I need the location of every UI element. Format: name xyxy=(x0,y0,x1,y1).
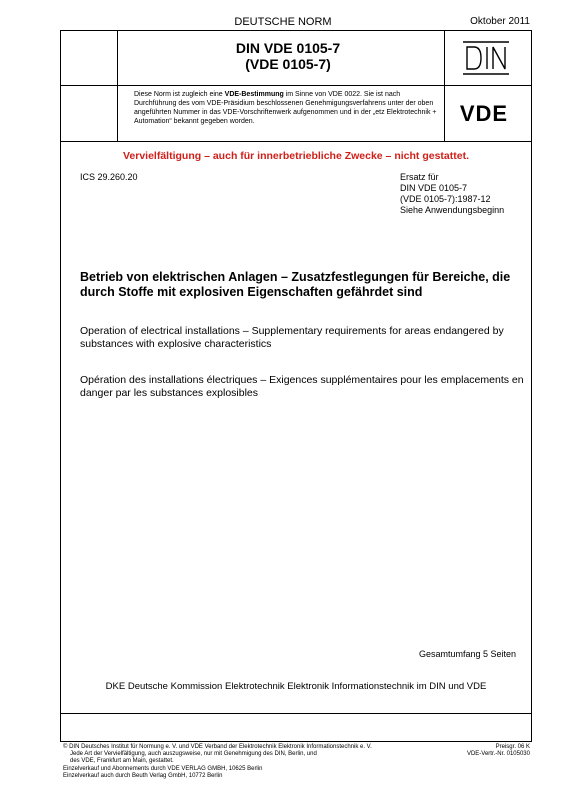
replacement-line: DIN VDE 0105-7 xyxy=(400,183,468,193)
frame-divider-header xyxy=(60,141,532,142)
footer-sales-1: Einzelverkauf und Abonnements durch VDE VERLAG GMBH, 10625 Berlin xyxy=(63,765,263,772)
ics-code: ICS 29.260.20 xyxy=(80,172,138,182)
replacement-info xyxy=(400,172,504,216)
standard-title xyxy=(130,40,446,72)
price-group: Preisgr. 06 K xyxy=(495,744,530,750)
title-french: Opération des installations électriques – Exigences supplémentaires pour les emplacements en danger par les substances explosibles xyxy=(80,374,524,399)
notice-text-1: Diese Norm ist zugleich eine xyxy=(134,91,225,98)
publication-date: Oktober 2011 xyxy=(470,16,530,27)
replacement-line: Siehe Anwendungsbeginn xyxy=(400,205,505,215)
vde-logo xyxy=(448,101,520,125)
replacement-line: Ersatz für xyxy=(400,172,439,182)
frame-divider-dke xyxy=(60,713,532,714)
footer-legal xyxy=(63,744,433,780)
vde-order-number: VDE-Vertr.-Nr. 0105030 xyxy=(466,751,530,758)
footer-order-info xyxy=(467,744,530,758)
replacement-line: (VDE 0105-7):1987-12 xyxy=(400,194,491,204)
total-pages: Gesamtumfang 5 Seiten xyxy=(418,649,516,659)
footer-rights-2: des VDE, Frankfurt am Main, gestattet. xyxy=(70,758,174,765)
notice-bold: VDE-Bestimmung xyxy=(224,91,284,98)
dke-line: DKE Deutsche Kommission Elektrotechnik Elektronik Informationstechnik im DIN und VDE xyxy=(105,681,487,692)
document-type: DEUTSCHE NORM xyxy=(234,16,332,28)
footer-copyright: © DIN Deutsches Institut für Normung e. V. und VDE Verband der Elektrotechnik Elektronik Informationstechnik e. V. xyxy=(63,744,372,750)
frame-divider-title xyxy=(60,85,532,86)
vde-notice xyxy=(134,90,438,126)
notice-text-2: im Sinne von VDE 0022. Sie ist nach Durchführung des vom VDE-Präsidium beschlossenen Genehmigungsverfahrens unter der oben angeführten Nummer in das VDE-Vorschriftenwerk aufgenommen und in der „etz Elektrotechnik + Automation“ bekannt gegeben worden. xyxy=(134,91,437,125)
footer-rights-1: Jede Art der Vervielfältigung, auch auszugsweise, nur mit Genehmigung des DIN, Berlin, und xyxy=(70,751,317,758)
title-german: Betrieb von elektrischen Anlagen – Zusatzfestlegungen für Bereiche, die durch Stoffe mit explosiven Eigenschaften gefährdet sind xyxy=(80,270,511,299)
vde-logo-text: VDE xyxy=(459,101,509,125)
vde-number: (VDE 0105-7) xyxy=(245,56,331,72)
frame-divider-left xyxy=(117,30,118,142)
reproduction-warning: Vervielfältigung – auch für innerbetriebliche Zwecke – nicht gestattet. xyxy=(122,150,469,162)
footer-sales-2: Einzelverkauf auch durch Beuth Verlag GmbH, 10772 Berlin xyxy=(63,772,223,779)
standard-number: DIN VDE 0105-7 xyxy=(235,40,341,56)
din-logo xyxy=(460,40,512,76)
din-logo-text: DIN xyxy=(486,60,488,61)
title-english: Operation of electrical installations – Supplementary requirements for areas endangered by substances with explosive characteristics xyxy=(80,325,504,350)
